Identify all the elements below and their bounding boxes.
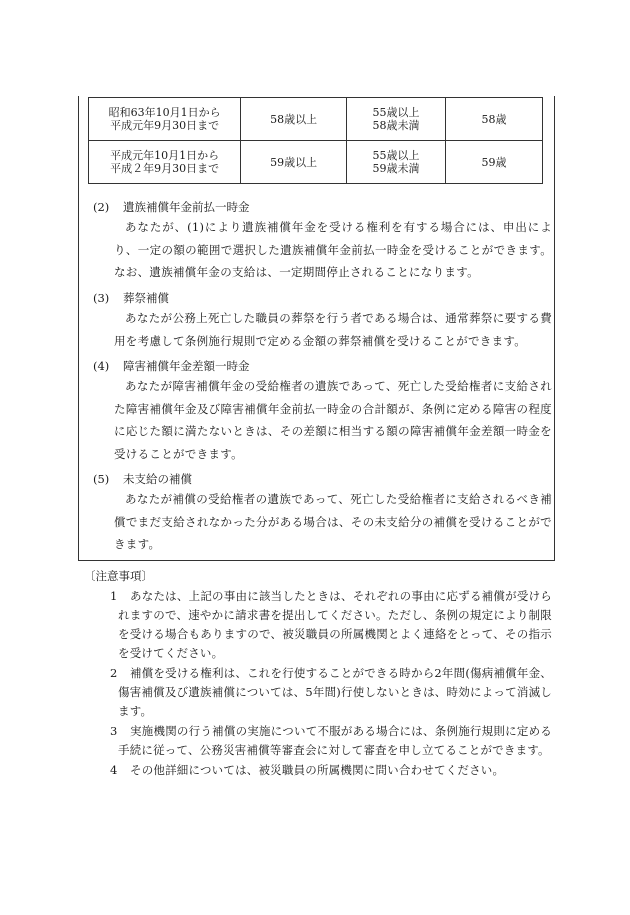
section-title: 障害補償年金差額一時金 bbox=[123, 359, 250, 373]
section-heading bbox=[93, 290, 169, 306]
note-number: 3 bbox=[110, 724, 118, 738]
section-heading bbox=[93, 358, 250, 374]
section-number: (3) bbox=[93, 291, 110, 305]
period-line: 昭和63年10月1日から bbox=[108, 106, 221, 119]
note-text: 実施機関の行う補償の実施について不服がある場合には、条例施行規則に定める手続に従って、公務災害補償等審査会に対して審査を申し立てることができます。 bbox=[118, 724, 552, 757]
note-number: 4 bbox=[110, 763, 118, 777]
section-title: 葬祭補償 bbox=[123, 291, 169, 305]
section-title: 未支給の補償 bbox=[123, 472, 192, 486]
note-item bbox=[96, 587, 552, 663]
age-range-cell bbox=[347, 141, 446, 184]
section-body: あなたが、(1)により遺族補償年金を受ける権利を有する場合には、申出により、一定の額の範囲で選択した遺族補償年金前払一時金を受けることができます。なお、遺族補償年金の支給は、一定期間停止されることになります。 bbox=[114, 220, 552, 279]
section-body: あなたが障害補償年金の受給権者の遺族であって、死亡した受給権者に支給された障害補償年金及び障害補償年金前払一時金の合計額が、条例に定める障害の程度に応じた額に満たないときは、その差額に相当する額の障害補償年金差額一時金を受けることができます。 bbox=[114, 379, 552, 461]
notes-heading: 〔注意事項〕 bbox=[84, 569, 153, 583]
age-range-line: 58歳未満 bbox=[372, 119, 420, 132]
period-cell bbox=[89, 141, 241, 184]
section-number: (2) bbox=[93, 200, 110, 214]
note-text: 補償を受ける権利は、これを行使することができる時から2年間(傷病補償年金、傷害補償及び遺族補償については、5年間)行使しないときは、時効によって消滅します。 bbox=[118, 666, 552, 718]
note-item bbox=[96, 722, 552, 760]
period-line: 平成元年9月30日まで bbox=[110, 119, 220, 132]
note-number: 2 bbox=[110, 666, 118, 680]
age-range-line: 55歳以上 bbox=[372, 106, 420, 119]
section-body: あなたが補償の受給権者の遺族であって、死亡した受給権者に支給されるべき補償でまだ支給されなかった分がある場合は、その未支給分の補償を受けることができます。 bbox=[114, 492, 552, 551]
age-table bbox=[88, 97, 543, 184]
section-number: (5) bbox=[93, 472, 110, 486]
note-item bbox=[96, 761, 552, 780]
note-text: あなたは、上記の事由に該当したときは、それぞれの事由に応ずる補償が受けられますので、速やかに請求書を提出してください。ただし、条例の規定により制限を受ける場合もありますので、被災職員の所属機関とよく連絡をとって、その指示を受けてください。 bbox=[118, 589, 552, 660]
section-body: あなたが公務上死亡した職員の葬祭を行う者である場合は、通常葬祭に要する費用を考慮して条例施行規則で定める金額の葬祭補償を受けることができます。 bbox=[114, 311, 552, 348]
table-row bbox=[89, 98, 543, 141]
age-range-line: 55歳以上 bbox=[372, 149, 420, 162]
table-row bbox=[89, 141, 543, 184]
period-line: 平成元年10月1日から bbox=[110, 149, 220, 162]
note-number: 1 bbox=[110, 589, 118, 603]
age-range-cell bbox=[347, 98, 446, 141]
section-number: (4) bbox=[93, 359, 110, 373]
age-cell: 59歳 bbox=[446, 141, 543, 184]
period-line: 平成２年9月30日まで bbox=[110, 162, 220, 175]
note-item bbox=[96, 664, 552, 721]
section-title: 遺族補償年金前払一時金 bbox=[123, 200, 250, 214]
age-range-line: 59歳未満 bbox=[372, 162, 420, 175]
age-cell: 58歳 bbox=[446, 98, 543, 141]
note-text: その他詳細については、被災職員の所属機関に問い合わせてください。 bbox=[130, 763, 505, 777]
age-cell: 58歳以上 bbox=[241, 98, 347, 141]
period-cell bbox=[89, 98, 241, 141]
section-heading bbox=[93, 471, 192, 487]
section-heading bbox=[93, 199, 250, 215]
age-cell: 59歳以上 bbox=[241, 141, 347, 184]
